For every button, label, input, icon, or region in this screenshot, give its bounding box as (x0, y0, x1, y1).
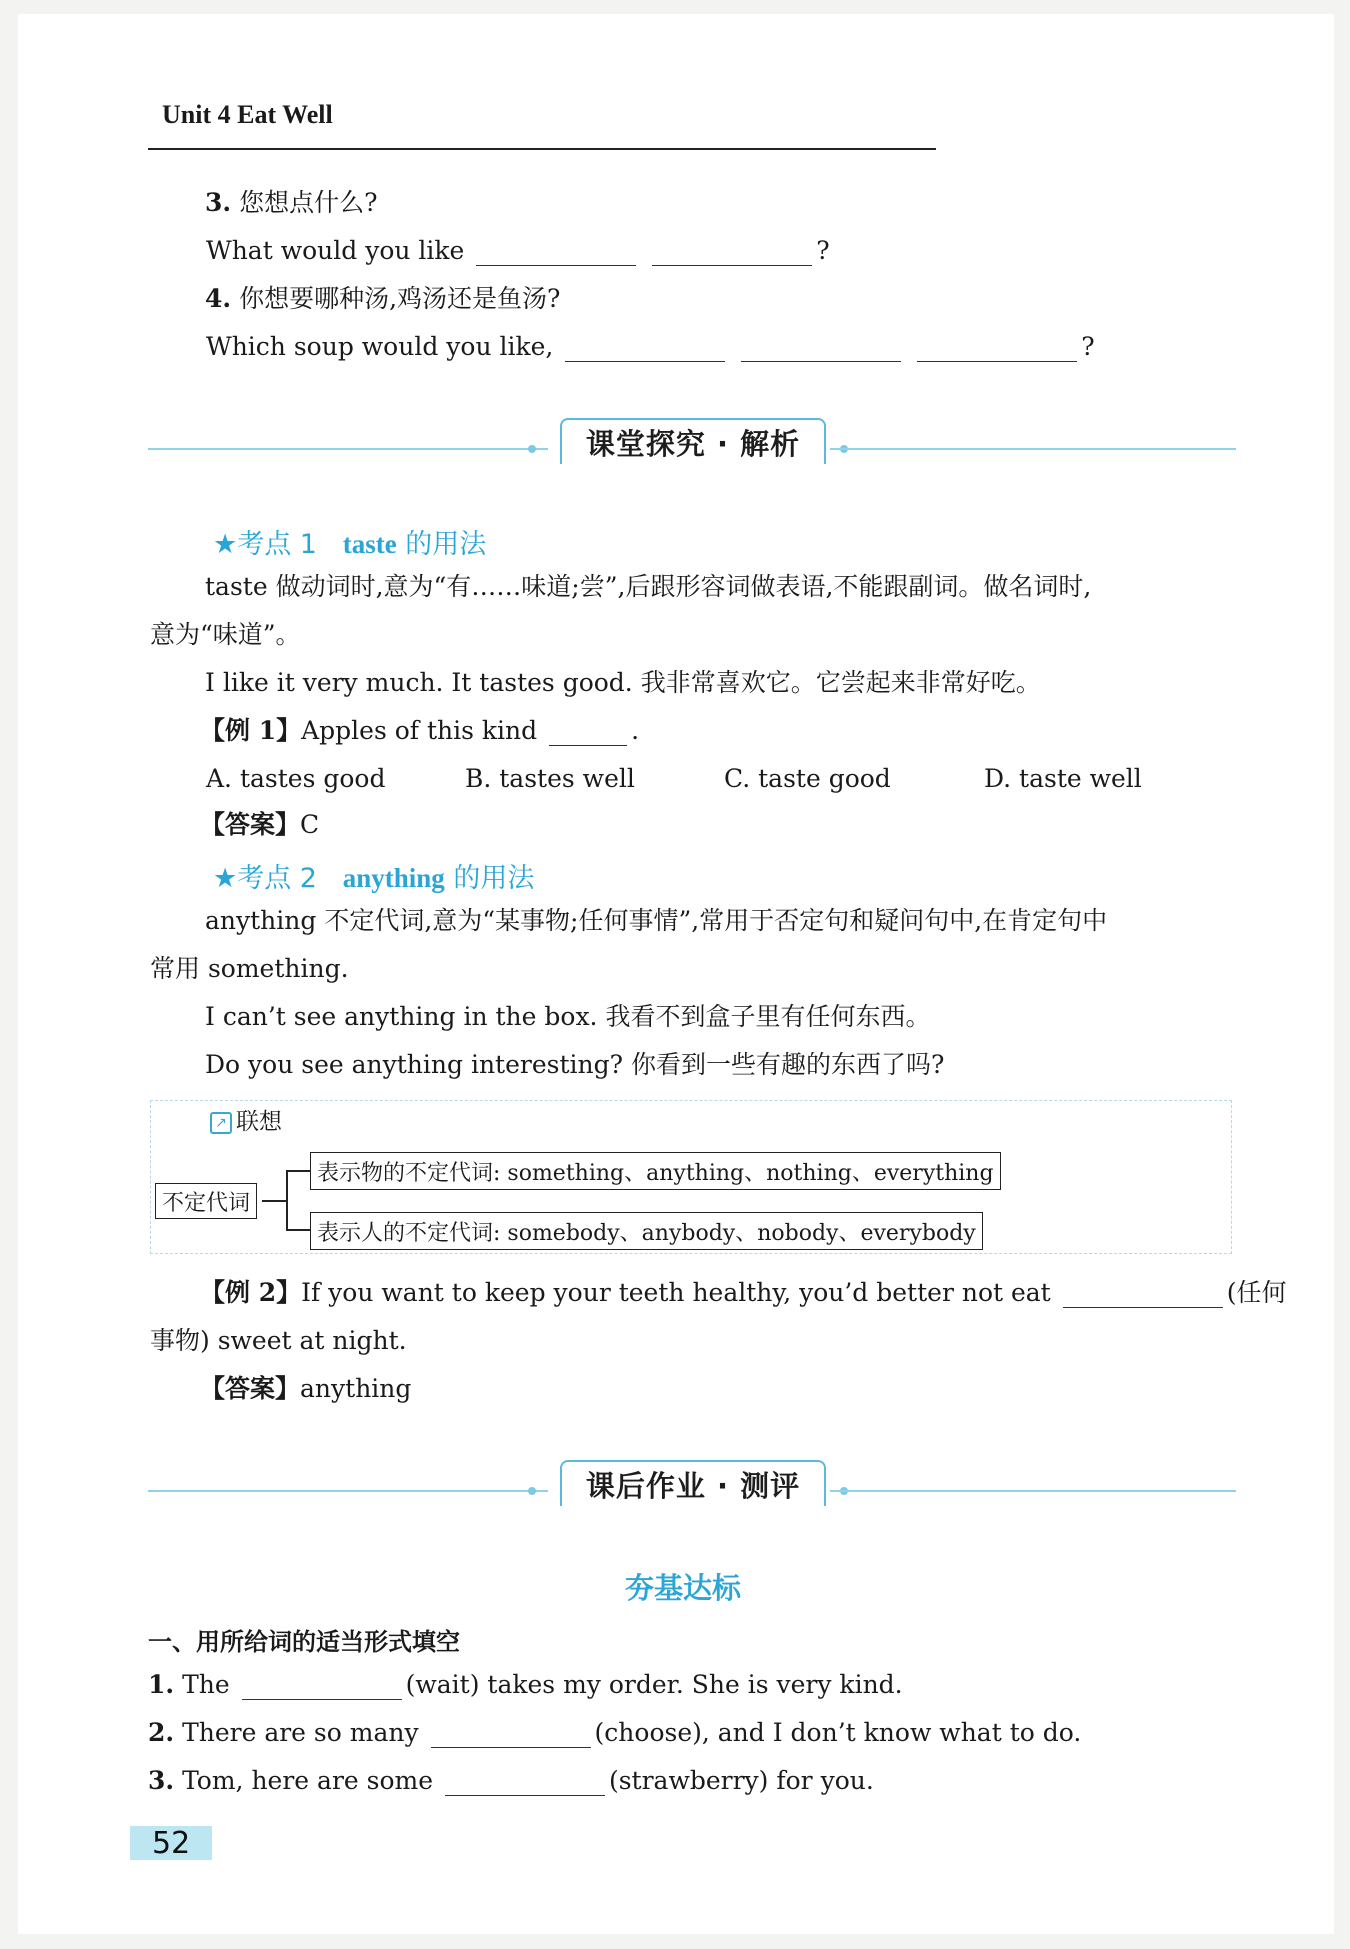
example-text: Apples of this kind (301, 716, 538, 745)
answer-blank[interactable] (652, 241, 812, 266)
example-hint: (任何 (1226, 1278, 1287, 1307)
section-dot (528, 1487, 536, 1495)
key-point-2-example-1: I can’t see anything in the box. 我看不到盒子里有任何东西。 (205, 1002, 931, 1031)
question-4-cn (205, 284, 560, 314)
link-arrow-icon: ↗ (210, 1112, 232, 1134)
things-pronouns-box: 表示物的不定代词: something、anything、nothing、everything (310, 1152, 1001, 1190)
example-label: 【例 1】 (200, 716, 302, 745)
question-text: 你想要哪种汤,鸡汤还是鱼汤? (239, 284, 561, 313)
page-number: 52 (130, 1826, 212, 1860)
connector-line (286, 1170, 288, 1230)
key-point-2-desc-line1: anything 不定代词,意为“某事物;任何事情”,常用于否定句和疑问句中,在肯定句中 (205, 906, 1108, 935)
example-1-answer (200, 810, 319, 840)
key-point-suffix: 的用法 (453, 863, 535, 894)
option-c: C. taste good (724, 764, 891, 793)
section-title: 课后作业 · 测评 (560, 1460, 826, 1506)
answer-blank[interactable] (1063, 1283, 1223, 1308)
example-1-question (200, 716, 639, 746)
connector-line (262, 1200, 286, 1202)
key-point-2-desc-line2: 常用 something. (150, 954, 349, 983)
connector-line (286, 1229, 310, 1231)
exercise-number: 1. (148, 1670, 175, 1699)
exercise-prefix: Tom, here are some (182, 1766, 434, 1795)
question-3-cn (205, 188, 377, 218)
key-point-2-example-2: Do you see anything interesting? 你看到一些有趣的东西了吗? (205, 1050, 945, 1079)
exercise-prefix: There are so many (182, 1718, 419, 1747)
exercise-suffix: (wait) takes my order. She is very kind. (405, 1670, 903, 1699)
key-point-suffix: 的用法 (405, 529, 487, 560)
section-rule-right (830, 448, 1236, 450)
exercise-number: 3. (148, 1766, 175, 1795)
answer-blank[interactable] (445, 1771, 605, 1796)
example-text: If you want to keep your teeth healthy, you’d better not eat (301, 1278, 1051, 1307)
answer-label: 【答案】 (200, 1374, 301, 1403)
answer-value: C (300, 810, 320, 839)
exercise-number: 2. (148, 1718, 175, 1747)
question-text: 您想点什么? (239, 188, 378, 217)
key-point-word: taste (342, 529, 397, 559)
key-point-1-example: I like it very much. It tastes good. 我非常喜欢它。它尝起来非常好吃。 (205, 668, 1041, 697)
answer-blank[interactable] (476, 241, 636, 266)
unit-title: Unit 4 Eat Well (162, 100, 333, 129)
association-label: 联想 (236, 1109, 282, 1135)
answer-blank[interactable] (565, 337, 725, 362)
question-3-en (206, 236, 830, 266)
key-point-1-desc-line2: 意为“味道”。 (150, 620, 301, 649)
answer-blank[interactable] (549, 721, 627, 746)
answer-blank[interactable] (242, 1675, 402, 1700)
people-pronouns-box: 表示人的不定代词: somebody、anybody、nobody、everybody (310, 1212, 983, 1250)
question-prefix: What would you like (206, 236, 465, 265)
example-2-line2: 事物) sweet at night. (150, 1326, 407, 1355)
option-d: D. taste well (984, 764, 1142, 793)
key-point-word: anything (342, 863, 445, 893)
exercise-prefix: The (182, 1670, 230, 1699)
example-2-line1 (200, 1278, 1286, 1308)
exercise-suffix: (strawberry) for you. (608, 1766, 874, 1795)
example-end: . (631, 716, 640, 745)
answer-blank[interactable] (431, 1723, 591, 1748)
exercise-2 (148, 1718, 1081, 1748)
answer-blank[interactable] (741, 337, 901, 362)
header-rule (148, 148, 936, 150)
option-a: A. tastes good (206, 764, 386, 793)
answer-value: anything (300, 1374, 412, 1403)
question-4-en (206, 332, 1095, 362)
key-point-2-title (213, 856, 534, 895)
question-prefix: Which soup would you like, (206, 332, 554, 361)
part-1-title: 一、用所给词的适当形式填空 (148, 1628, 460, 1656)
key-point-1-desc-line1: taste 做动词时,意为“有……味道;尝”,后跟形容词做表语,不能跟副词。做名词时, (205, 572, 1092, 601)
subheading: 夯基达标 (625, 1571, 742, 1605)
example-label: 【例 2】 (200, 1278, 302, 1307)
answer-blank[interactable] (917, 337, 1077, 362)
exercise-1 (148, 1670, 903, 1700)
section-rule-right (830, 1490, 1236, 1492)
example-2-answer (200, 1374, 411, 1404)
exercise-suffix: (choose), and I don’t know what to do. (594, 1718, 1082, 1747)
key-point-label: ★考点 2 (213, 863, 317, 894)
section-title: 课堂探究 · 解析 (560, 418, 826, 464)
key-point-label: ★考点 1 (213, 529, 317, 560)
key-point-1-title (213, 522, 486, 561)
exercise-3 (148, 1766, 874, 1796)
connector-line (286, 1170, 310, 1172)
question-number: 4. (205, 284, 232, 313)
section-dot (528, 445, 536, 453)
question-number: 3. (205, 188, 232, 217)
section-rule-left (148, 448, 548, 450)
question-suffix: ? (1081, 332, 1095, 361)
section-rule-left (148, 1490, 548, 1492)
association-header (210, 1103, 282, 1136)
root-box: 不定代词 (155, 1183, 257, 1219)
question-suffix: ? (816, 236, 830, 265)
option-b: B. tastes well (465, 764, 635, 793)
answer-label: 【答案】 (200, 810, 301, 839)
